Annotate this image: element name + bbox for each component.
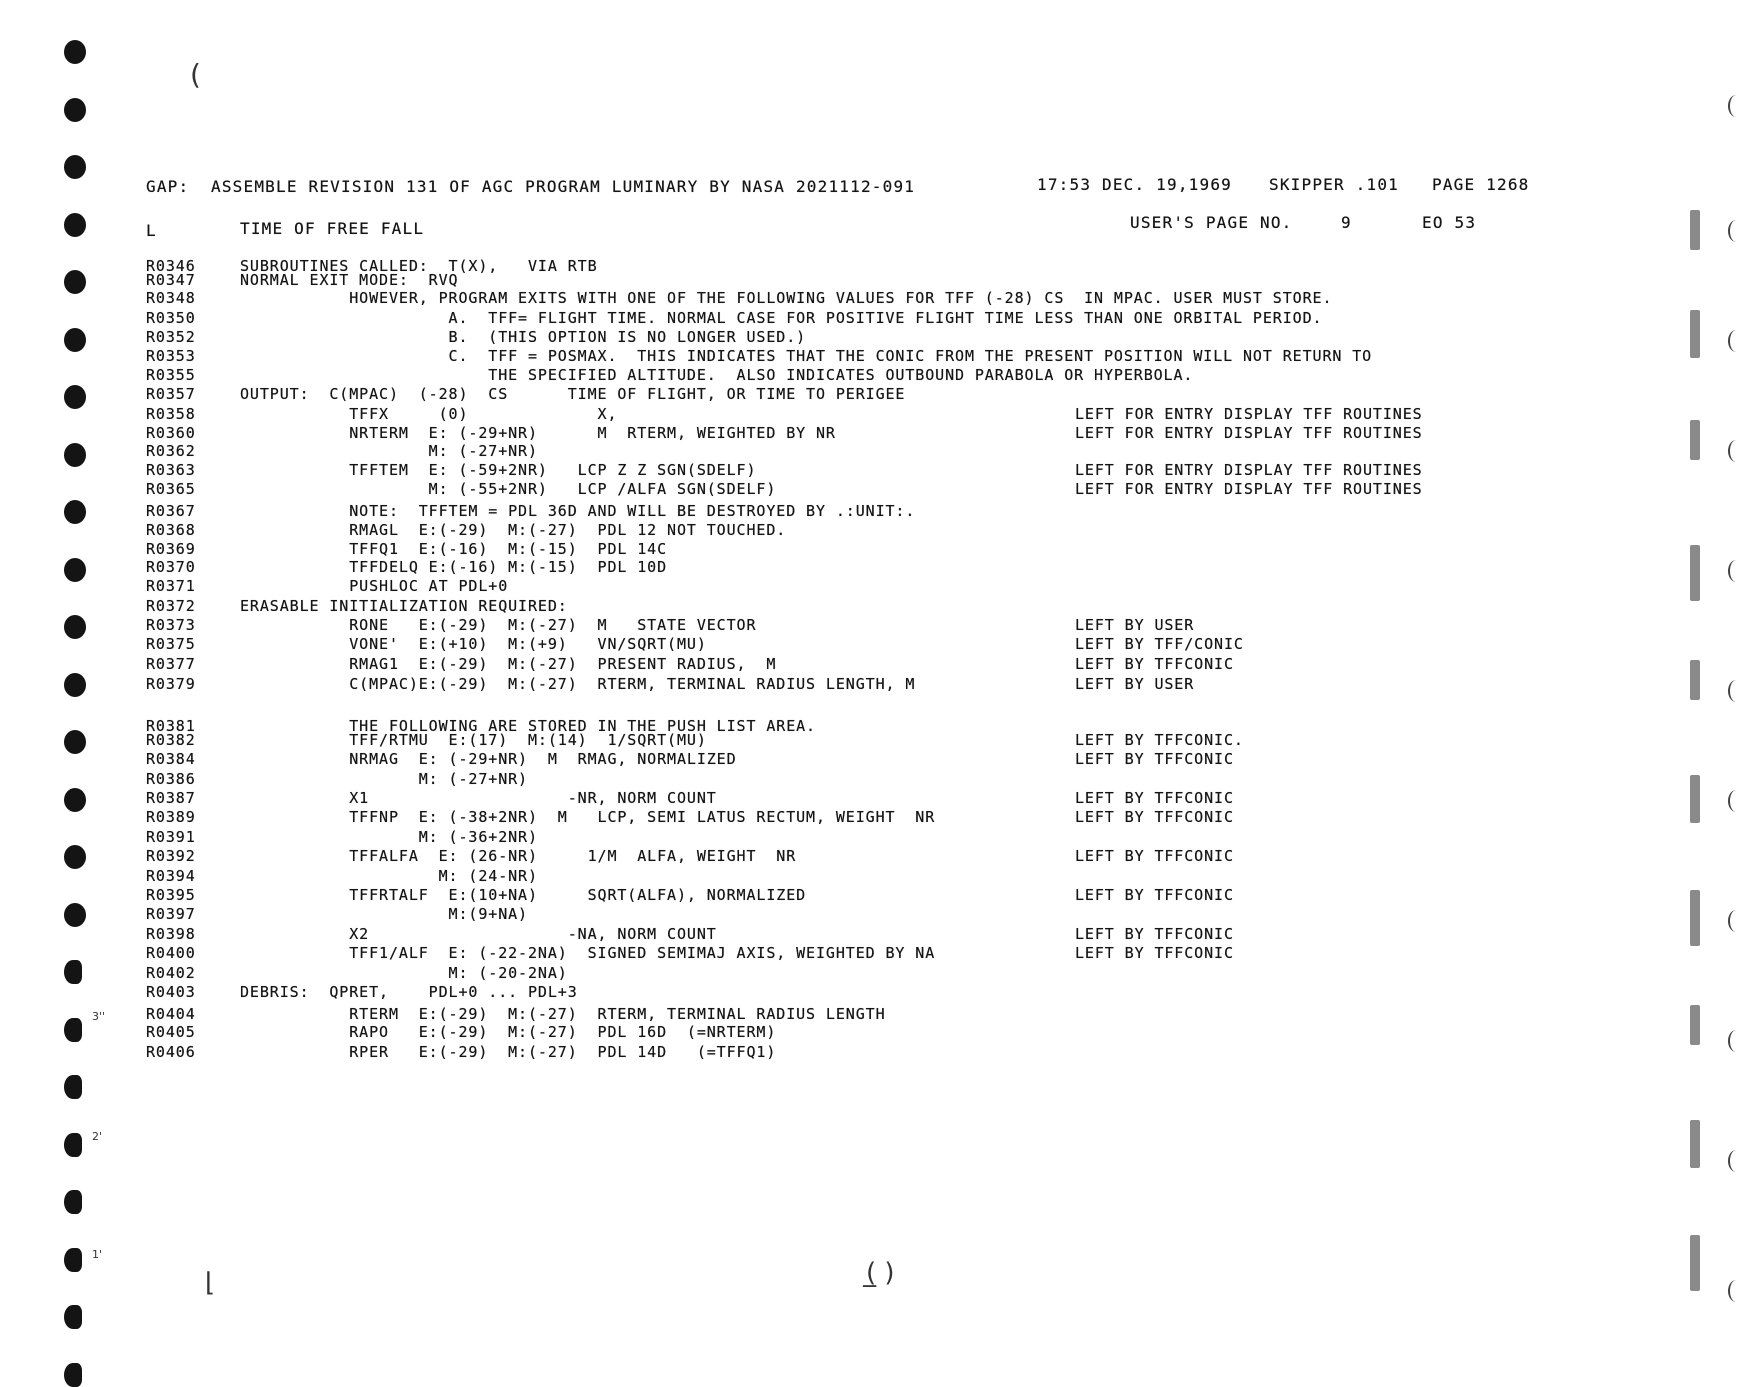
users-page-number: 9: [1341, 213, 1352, 232]
edge-speck: [1690, 210, 1700, 250]
line-text: RAPO E:(-29) M:(-27) PDL 16D (=NRTERM): [240, 1023, 777, 1041]
line-text: RPER E:(-29) M:(-27) PDL 14D (=TFFQ1): [240, 1043, 777, 1061]
line-remark: LEFT BY TFFCONIC: [1075, 789, 1234, 807]
line-remark: LEFT BY TFFCONIC: [1075, 750, 1234, 768]
header-datetime: 17:53 DEC. 19,1969: [1037, 175, 1232, 194]
line-id: R0395: [146, 886, 196, 904]
section-title: TIME OF FREE FALL: [240, 219, 425, 238]
assembly-header: GAP: ASSEMBLE REVISION 131 OF AGC PROGRAM LUMINARY BY NASA 2021112-091: [146, 177, 916, 196]
log-letter: L: [146, 221, 157, 240]
line-text: NORMAL EXIT MODE: RVQ: [240, 271, 459, 289]
feed-hole: [64, 270, 86, 294]
line-id: R0394: [146, 867, 196, 885]
line-text: NRTERM E: (-29+NR) M RTERM, WEIGHTED BY NR: [240, 424, 836, 442]
edge-speck: [1690, 1235, 1700, 1291]
line-id: R0368: [146, 521, 196, 539]
feed-hole: [64, 673, 86, 697]
edge-perforation: [1728, 220, 1740, 242]
scan-mark-blob: (̲ ): [866, 1258, 895, 1288]
edge-perforation: [1728, 1280, 1740, 1302]
line-text: DEBRIS: QPRET, PDL+0 ... PDL+3: [240, 983, 578, 1001]
line-id: R0377: [146, 655, 196, 673]
line-text: M: (-27+NR): [240, 442, 538, 460]
line-id: R0347: [146, 271, 196, 289]
margin-mark-2: 2': [92, 1130, 103, 1143]
line-remark: LEFT BY TFFCONIC: [1075, 808, 1234, 826]
header-skipper: SKIPPER .101: [1269, 175, 1399, 194]
feed-hole: [64, 558, 86, 582]
feed-holes: [64, 40, 94, 1340]
line-id: R0357: [146, 385, 196, 403]
line-remark: LEFT BY USER: [1075, 616, 1195, 634]
torn-right-edge: [1660, 0, 1740, 1346]
line-id: R0373: [146, 616, 196, 634]
edge-speck: [1690, 1120, 1700, 1168]
edge-perforation: [1728, 95, 1740, 117]
feed-hole: [64, 845, 86, 869]
line-text: TFFALFA E: (26-NR) 1/M ALFA, WEIGHT NR: [240, 847, 797, 865]
line-text: M: (-36+2NR): [240, 828, 538, 846]
line-id: R0397: [146, 905, 196, 923]
line-remark: LEFT FOR ENTRY DISPLAY TFF ROUTINES: [1075, 424, 1423, 442]
feed-hole: [64, 40, 86, 64]
line-id: R0382: [146, 731, 196, 749]
line-text: TFF1/ALF E: (-22-2NA) SIGNED SEMIMAJ AXIS, WEIGHTED BY NA: [240, 944, 936, 962]
line-id: R0370: [146, 558, 196, 576]
line-text: TFFQ1 E:(-16) M:(-15) PDL 14C: [240, 540, 668, 558]
edge-perforation: [1728, 560, 1740, 582]
feed-hole: [64, 443, 86, 467]
edge-speck: [1690, 310, 1700, 358]
edge-perforation: [1728, 1030, 1740, 1052]
line-text: NOTE: TFFTEM = PDL 36D AND WILL BE DESTROYED BY .:UNIT:.: [240, 502, 916, 520]
line-id: R0358: [146, 405, 196, 423]
line-text: RTERM E:(-29) M:(-27) RTERM, TERMINAL RADIUS LENGTH: [240, 1005, 886, 1023]
users-page-label: USER'S PAGE NO.: [1130, 213, 1293, 232]
scan-mark-paren: (: [190, 58, 201, 91]
edge-perforation: [1728, 790, 1740, 812]
line-text: THE SPECIFIED ALTITUDE. ALSO INDICATES OUTBOUND PARABOLA OR HYPERBOLA.: [240, 366, 1194, 384]
feed-hole: [64, 788, 86, 812]
line-id: R0398: [146, 925, 196, 943]
line-id: R0346: [146, 257, 196, 275]
line-text: TFF/RTMU E:(17) M:(14) 1/SQRT(MU): [240, 731, 707, 749]
line-text: M:(9+NA): [240, 905, 528, 923]
line-text: M: (-20-2NA): [240, 964, 568, 982]
line-id: R0402: [146, 964, 196, 982]
line-id: R0367: [146, 502, 196, 520]
line-id: R0391: [146, 828, 196, 846]
line-id: R0381: [146, 717, 196, 735]
line-text: M: (-27+NR): [240, 770, 528, 788]
line-id: R0406: [146, 1043, 196, 1061]
feed-hole: [64, 903, 86, 927]
line-text: M: (-55+2NR) LCP /ALFA SGN(SDELF): [240, 480, 777, 498]
feed-hole: [64, 730, 86, 754]
line-text: PUSHLOC AT PDL+0: [240, 577, 509, 595]
line-text: C. TFF = POSMAX. THIS INDICATES THAT THE CONIC FROM THE PRESENT POSITION WILL NOT RETURN TO: [240, 347, 1373, 365]
feed-hole: [64, 213, 86, 237]
edge-perforation: [1728, 440, 1740, 462]
line-text: B. (THIS OPTION IS NO LONGER USED.): [240, 328, 807, 346]
line-id: R0372: [146, 597, 196, 615]
line-id: R0365: [146, 480, 196, 498]
line-id: R0369: [146, 540, 196, 558]
margin-mark-3: 3'': [92, 1010, 106, 1023]
line-text: A. TFF= FLIGHT TIME. NORMAL CASE FOR POSITIVE FLIGHT TIME LESS THAN ONE ORBITAL PERIOD.: [240, 309, 1323, 327]
line-text: TFFNP E: (-38+2NR) M LCP, SEMI LATUS RECTUM, WEIGHT NR: [240, 808, 936, 826]
line-id: R0348: [146, 289, 196, 307]
edge-speck: [1690, 775, 1700, 823]
line-remark: LEFT BY TFFCONIC.: [1075, 731, 1244, 749]
edge-perforation: [1728, 680, 1740, 702]
scan-mark-bracket: ⌊: [205, 1268, 216, 1298]
line-remark: LEFT BY TFF/CONIC: [1075, 635, 1244, 653]
edge-speck: [1690, 1005, 1700, 1045]
line-remark: LEFT BY TFFCONIC: [1075, 655, 1234, 673]
header-page: PAGE 1268: [1432, 175, 1530, 194]
line-text: RMAG1 E:(-29) M:(-27) PRESENT RADIUS, M: [240, 655, 777, 673]
edge-speck: [1690, 545, 1700, 601]
line-text: THE FOLLOWING ARE STORED IN THE PUSH LIST AREA.: [240, 717, 816, 735]
line-remark: LEFT FOR ENTRY DISPLAY TFF ROUTINES: [1075, 480, 1423, 498]
feed-hole: [64, 328, 86, 352]
line-id: R0387: [146, 789, 196, 807]
line-id: R0375: [146, 635, 196, 653]
feed-hole: [64, 500, 86, 524]
line-id: R0404: [146, 1005, 196, 1023]
line-text: TFFRTALF E:(10+NA) SQRT(ALFA), NORMALIZED: [240, 886, 807, 904]
line-id: R0379: [146, 675, 196, 693]
line-id: R0405: [146, 1023, 196, 1041]
line-text: X2 -NA, NORM COUNT: [240, 925, 717, 943]
edge-speck: [1690, 420, 1700, 460]
line-text: TFFTEM E: (-59+2NR) LCP Z Z SGN(SDELF): [240, 461, 757, 479]
line-text: RMAGL E:(-29) M:(-27) PDL 12 NOT TOUCHED.: [240, 521, 787, 539]
line-id: R0392: [146, 847, 196, 865]
edge-perforation: [1728, 1150, 1740, 1172]
line-text: X1 -NR, NORM COUNT: [240, 789, 717, 807]
edge-speck: [1690, 890, 1700, 946]
line-remark: LEFT BY TFFCONIC: [1075, 925, 1234, 943]
edge-perforation: [1728, 330, 1740, 352]
feed-hole: [64, 1248, 82, 1272]
line-text: OUTPUT: C(MPAC) (-28) CS TIME OF FLIGHT, OR TIME TO PERIGEE: [240, 385, 906, 403]
line-text: SUBROUTINES CALLED: T(X), VIA RTB: [240, 257, 598, 275]
line-id: R0352: [146, 328, 196, 346]
line-remark: LEFT BY TFFCONIC: [1075, 944, 1234, 962]
eo-number: EO 53: [1422, 213, 1477, 232]
feed-hole: [64, 155, 86, 179]
line-remark: LEFT FOR ENTRY DISPLAY TFF ROUTINES: [1075, 461, 1423, 479]
line-text: NRMAG E: (-29+NR) M RMAG, NORMALIZED: [240, 750, 737, 768]
line-id: R0350: [146, 309, 196, 327]
line-id: R0362: [146, 442, 196, 460]
line-remark: LEFT BY USER: [1075, 675, 1195, 693]
feed-hole: [64, 385, 86, 409]
margin-mark-1: 1': [92, 1248, 103, 1261]
edge-perforation: [1728, 910, 1740, 932]
line-id: R0384: [146, 750, 196, 768]
line-id: R0386: [146, 770, 196, 788]
feed-hole: [64, 1075, 82, 1099]
feed-hole: [64, 98, 86, 122]
line-text: TFFDELQ E:(-16) M:(-15) PDL 10D: [240, 558, 668, 576]
line-text: RONE E:(-29) M:(-27) M STATE VECTOR: [240, 616, 757, 634]
line-id: R0403: [146, 983, 196, 1001]
line-text: TFFX (0) X,: [240, 405, 618, 423]
line-remark: LEFT FOR ENTRY DISPLAY TFF ROUTINES: [1075, 405, 1423, 423]
line-id: R0355: [146, 366, 196, 384]
line-remark: LEFT BY TFFCONIC: [1075, 847, 1234, 865]
feed-hole: [64, 1133, 82, 1157]
feed-hole: [64, 1363, 82, 1387]
line-id: R0353: [146, 347, 196, 365]
line-id: R0400: [146, 944, 196, 962]
line-text: ERASABLE INITIALIZATION REQUIRED:: [240, 597, 568, 615]
line-id: R0360: [146, 424, 196, 442]
line-id: R0363: [146, 461, 196, 479]
feed-hole: [64, 1190, 82, 1214]
feed-hole: [64, 1305, 82, 1329]
line-id: R0389: [146, 808, 196, 826]
line-id: R0371: [146, 577, 196, 595]
line-text: VONE' E:(+10) M:(+9) VN/SQRT(MU): [240, 635, 707, 653]
line-text: HOWEVER, PROGRAM EXITS WITH ONE OF THE FOLLOWING VALUES FOR TFF (-28) CS IN MPAC. USER MUST STORE.: [240, 289, 1333, 307]
feed-hole: [64, 960, 82, 984]
line-text: M: (24-NR): [240, 867, 538, 885]
line-remark: LEFT BY TFFCONIC: [1075, 886, 1234, 904]
feed-hole: [64, 1018, 82, 1042]
edge-speck: [1690, 660, 1700, 700]
feed-hole: [64, 615, 86, 639]
line-text: C(MPAC)E:(-29) M:(-27) RTERM, TERMINAL RADIUS LENGTH, M: [240, 675, 916, 693]
